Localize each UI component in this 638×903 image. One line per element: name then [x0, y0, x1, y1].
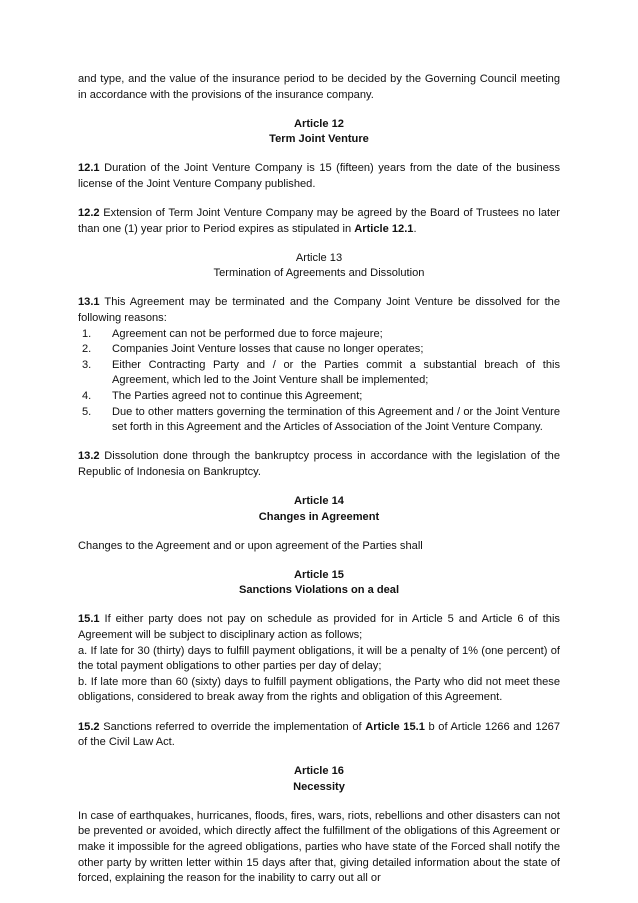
article-15-title: Sanctions Violations on a deal [238, 584, 400, 597]
list-item-text: Companies Joint Venture losses that cause no longer operates; [112, 343, 424, 356]
list-item-number: 1. [82, 327, 92, 340]
clause-15-2-id: 15.2 [78, 720, 100, 733]
clause-15-2 [78, 720, 560, 751]
clause-12-2-reference: Article 12.1 [354, 222, 414, 235]
article-16-title: Necessity [293, 780, 345, 793]
list-item-text: Either Contracting Party and / or the Parties commit a substantial breach of this Agreement, which led to the Joint Venture shall be implemented; [112, 358, 560, 387]
article-12-title: Term Joint Venture [269, 133, 369, 146]
article-12-number: Article 12 [294, 117, 344, 130]
list-item-number: 5. [82, 405, 92, 418]
article-13-title: Termination of Agreements and Dissolution [213, 267, 425, 280]
clause-15-1-text: If either party does not pay on schedule as provided for in Article 5 and Article 6 of this Agreement will be subject to disciplinary action as follows; [78, 613, 560, 642]
article-15-number: Article 15 [294, 568, 344, 581]
list-item [78, 358, 560, 389]
list-item [78, 405, 560, 436]
article-16-heading [78, 764, 560, 795]
list-item-text: The Parties agreed not to continue this Agreement; [112, 390, 363, 402]
termination-reasons-list [78, 327, 560, 436]
intro-paragraph: and type, and the value of the insurance period to be decided by the Governing Council meeting in accordance with the provisions of the insurance company. [78, 73, 560, 101]
list-item [78, 342, 560, 358]
article-14-number: Article 14 [294, 494, 344, 507]
clause-12-2-id: 12.2 [78, 207, 100, 220]
article-16-number: Article 16 [294, 765, 344, 778]
article-15-heading [78, 568, 560, 599]
article-14-title: Changes in Agreement [258, 510, 380, 523]
list-item-number: 4. [82, 390, 92, 402]
article-12-heading [78, 117, 560, 148]
list-item-number: 3. [82, 358, 92, 371]
list-item-number: 2. [82, 343, 92, 356]
clause-15-1-a: a. If late for 30 (thirty) days to fulfill payment obligations, it will be a penalty of 1% (one percent) of the total payment obligations to other parties per day of delay; [78, 644, 560, 673]
clause-12-2-end: . [413, 222, 417, 235]
clause-13-1 [78, 295, 560, 326]
clause-12-1-text: Duration of the Joint Venture Company is 15 (fifteen) years from the date of the business license of the Joint Venture Company published. [78, 162, 560, 190]
list-item-text: Due to other matters governing the termination of this Agreement and / or the Joint Venture set forth in this Agreement and the Articles of Association of the Joint Venture Company. [112, 405, 560, 434]
clause-12-2-text: Extension of Term Joint Venture Company may be agreed by the Board of Trustees no later than one (1) year prior to Period expires as stipulated in [78, 207, 561, 235]
article-13-number: Article 13 [295, 251, 343, 264]
clause-15-1 [78, 612, 560, 643]
clause-15-2-end: b of Article 1266 and 1267 of the Civil Law Act. [78, 720, 560, 749]
clause-13-1-text: This Agreement may be terminated and the Company Joint Venture be dissolved for the following reasons: [78, 296, 561, 325]
clause-15-1-id: 15.1 [78, 613, 100, 626]
list-item-text: Agreement can not be performed due to force majeure; [112, 327, 383, 340]
clause-15-1-b: b. If late more than 60 (sixty) days to fulfill payment obligations, the Party who did not meet these obligations, considered to break away from the rights and obligation of this Agreement. [78, 675, 560, 704]
clause-12-2 [78, 206, 560, 237]
clause-12-1-id: 12.1 [78, 162, 100, 175]
clause-15-2-reference: Article 15.1 [365, 720, 425, 733]
clause-12-1 [78, 161, 560, 192]
article-16-text: In case of earthquakes, hurricanes, floods, fires, wars, riots, rebellions and other disasters can not be prevented or avoided, which directly affect the fulfillment of the obligations of this Agreement or make it impossible for the agreed obligations, parties who have state of the Forced shall notify the other party by written letter within 15 days after that, giving detailed information about the state of forced, explaining the reason for the inability to carry out all or [78, 809, 560, 885]
clause-13-2 [78, 449, 560, 480]
article-13-heading [78, 251, 560, 282]
article-14-heading [78, 494, 560, 525]
clause-13-1-id: 13.1 [78, 296, 100, 309]
list-item [78, 389, 560, 405]
clause-13-2-id: 13.2 [78, 450, 100, 463]
article-14-text: Changes to the Agreement and or upon agreement of the Parties shall [78, 539, 423, 552]
clause-15-2-text: Sanctions referred to override the implementation of [103, 720, 362, 733]
list-item [78, 327, 560, 343]
clause-13-2-text: Dissolution done through the bankruptcy process in accordance with the legislation of the Republic of Indonesia on Bankruptcy. [78, 450, 561, 478]
